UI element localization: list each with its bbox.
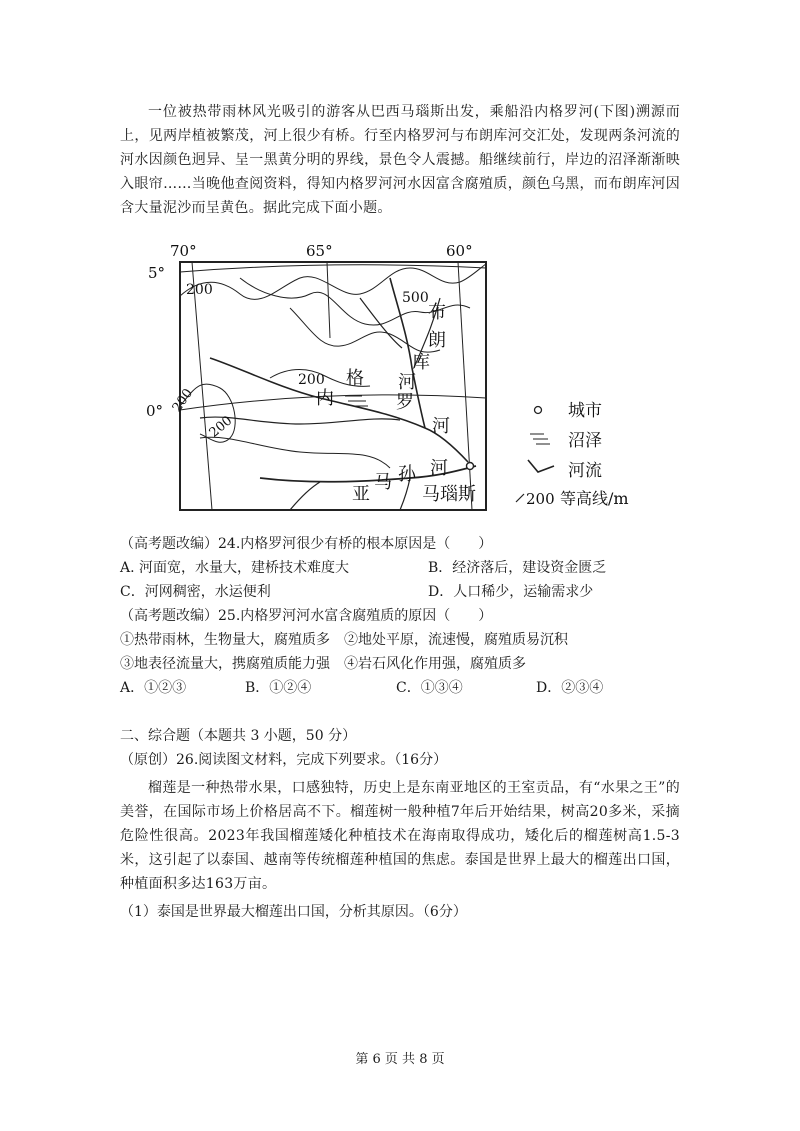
amazon-char: 河 [430,458,448,479]
contour-line [200,437,390,468]
section-title: 二、综合题（本题共 3 小题，50 分） [120,728,357,744]
q24-option-d: D．人口稀少，运输需求少 [428,584,594,600]
meridian-70 [192,262,212,510]
contour-icon [516,494,524,502]
q24-stem: （高考题改编）24.内格罗河很少有桥的根本原因是（ ） [120,536,493,552]
q24-option-c: C．河网稠密，水运便利 [120,584,271,600]
legend-contour-label: 等高线/m [560,489,629,508]
q25-option-b: B．①②④ [245,680,312,696]
contour-line [290,308,440,352]
lon-label-65: 65° [306,242,333,260]
negro-char: 格 [346,368,364,389]
intro-passage: 一位被热带雨林风光吸引的游客从巴西马瑙斯出发，乘船沿内格罗河(下图)溯源而上，见两岸植被繁茂，河上很少有桥。行至内格罗河与布朗库河交汇处，发现两条河流的河水因颜色迥异、呈一黑黄分明的界线，景色令人震撼。船继续前行，岸边的沼泽渐渐映入眼帘……当晚他查阅资料，得知内格罗河河水因富含腐殖质，颜色乌黑，而布朗库河因含大量泥沙而呈黄色。据此完成下面小题。 [120,104,680,216]
contour-value: 500 [402,290,429,306]
manaus-city-marker [467,463,474,470]
legend-swamp-label: 沼泽 [568,431,602,451]
river-negro [210,358,468,462]
amazon-char: 亚 [352,484,370,505]
q25-stem: （高考题改编）25.内格罗河河水富含腐殖质的原因（ ） [120,608,493,624]
lon-label-70: 70° [170,242,197,260]
q25-statement: ③地表径流量大，携腐殖质能力强 ④岩石风化作用强，腐殖质多 [120,656,526,672]
parallel-5 [180,265,486,272]
q25-option-a: A．①②③ [120,680,187,696]
branco-char: 朗 [428,330,446,351]
meridian-65 [327,262,330,338]
negro-char: 内 [316,388,334,409]
lat-label-5: 5° [148,264,166,282]
legend-city-label: 城市 [568,401,602,421]
q26-stem: （原创）26.阅读图文材料，完成下列要求。（16分） [120,752,448,768]
river-branco-tributary [360,298,402,348]
contour-value: 200 [186,282,213,298]
branco-char: 河 [398,372,416,393]
negro-char: 罗 [396,392,414,413]
contour-line [180,264,486,299]
city-icon [535,407,542,414]
lon-label-60: 60° [446,242,473,260]
page-footer: 第 6 页 共 8 页 [355,1052,445,1067]
legend-contour-value: 200 [526,490,555,508]
manaus-label: 马瑙斯 [422,484,476,505]
q24-option-b: B．经济落后，建设资金匮乏 [428,560,607,576]
contour-value: 200 [169,386,197,416]
river-amazon-tributary [290,482,320,510]
q24-option-a: A. 河面宽，水量大，建桥技术难度大 [120,560,350,576]
q26-sub1: （1）泰国是世界最大榴莲出口国，分析其原因。（6分） [120,904,467,920]
meridian-60 [458,262,472,510]
q26-material: 榴莲是一种热带水果，口感独特，历史上是东南亚地区的王室贡品，有“水果之王”的美誉，在国际市场上价格居高不下。榴莲树一般种植7年后开始结果，树高20多米，采摘危险性很高。2023年我国榴莲矮化种植技术在海南取得成功，矮化后的榴莲树高1.5-3米，这引起了以泰国、越南等传统榴莲种植国的焦虑。泰国是世界上最大的榴莲出口国，种植面积多达163万亩。 [120,780,680,892]
q25-option-c: C．①③④ [396,680,463,696]
amazon-char: 孙 [398,464,416,485]
contour-value: 200 [206,413,236,441]
map-svg [140,238,660,518]
q25-option-d: D．②③④ [536,680,604,696]
swamp-icon [530,434,550,444]
negro-char: 河 [432,416,450,437]
map-legend [516,401,629,508]
contour-value: 200 [298,372,325,388]
river-map [140,238,660,518]
river-icon [528,460,554,472]
q25-statement: ①热带雨林，生物量大，腐殖质多 ②地处平原，流速慢，腐殖质易沉积 [120,632,568,648]
amazon-char: 马 [374,472,392,493]
lat-label-0: 0° [146,402,164,420]
branco-char: 库 [412,352,430,373]
branco-char: 布 [428,302,446,323]
legend-river-label: 河流 [568,461,602,481]
